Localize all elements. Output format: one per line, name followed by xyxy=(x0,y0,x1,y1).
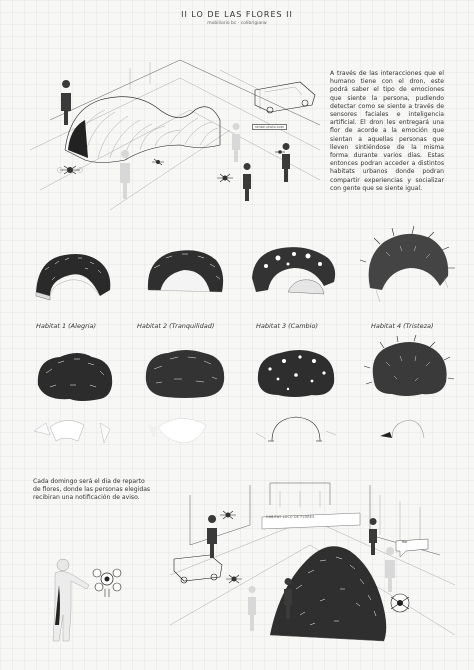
habitat-2-exterior xyxy=(140,240,230,310)
habitat-2-caption: Habitat 2 (Tranquilidad) xyxy=(137,322,215,330)
intro-paragraph: A través de las interacciones que el humano tiene con el dron, este podrá saber el tipo de emociones que siente la persona, pudiendo detectar como se siente a través de sensores faciales e inteligencia artificial. El dron les entregará una flor de acorde a la emoción que sientan a aquellas personas que lleven sintiéndose de la misma forma durante varios días. Estas entonces podran acceder a distintos habitats urbanos donde podran compartir experiencias y socializar con gente que se siente igual. xyxy=(330,70,444,192)
car-drawing xyxy=(174,555,222,583)
habitat-3-caption: Habitat 3 (Cambio) xyxy=(256,322,318,330)
car-drawing xyxy=(255,82,315,113)
habitat-4-caption: Habitat 4 (Tristeza) xyxy=(371,322,434,330)
habitat-1-caption: Habitat 1 (Alegria) xyxy=(36,322,97,330)
habitat-4-exterior xyxy=(360,228,455,308)
page-title: II LO DE LAS FLORES II xyxy=(181,10,293,19)
habitat-4-plan xyxy=(362,338,454,453)
habitat-2-plan xyxy=(140,345,230,455)
page-subtitle: mobiliario bc · colibrigiarw xyxy=(207,21,267,26)
bottom-scene-illustration xyxy=(170,485,455,655)
people-silhouettes xyxy=(61,80,290,201)
plaza-sign-label: HABITAT LOCO DE FLORES xyxy=(266,515,315,519)
top-scene-drawing xyxy=(30,50,320,210)
delivery-drone-icon xyxy=(93,569,121,597)
habitat-1-plan xyxy=(30,345,120,455)
sensor-sign: sensor-photo-scan xyxy=(252,124,287,130)
habitat-3-exterior xyxy=(248,238,340,310)
pavilion-canopy xyxy=(65,97,220,163)
top-scene-illustration xyxy=(30,50,320,210)
sunday-paragraph: Cada domingo será el dia de reparto de flores, donde las personas elegidas recibiran una notificación de aviso. xyxy=(33,478,151,502)
habitat-1-exterior xyxy=(30,240,120,310)
habitat-3-plan xyxy=(250,345,342,455)
speech-bubble-label: flor xyxy=(402,540,408,544)
person-with-drone-illustration xyxy=(35,545,135,645)
